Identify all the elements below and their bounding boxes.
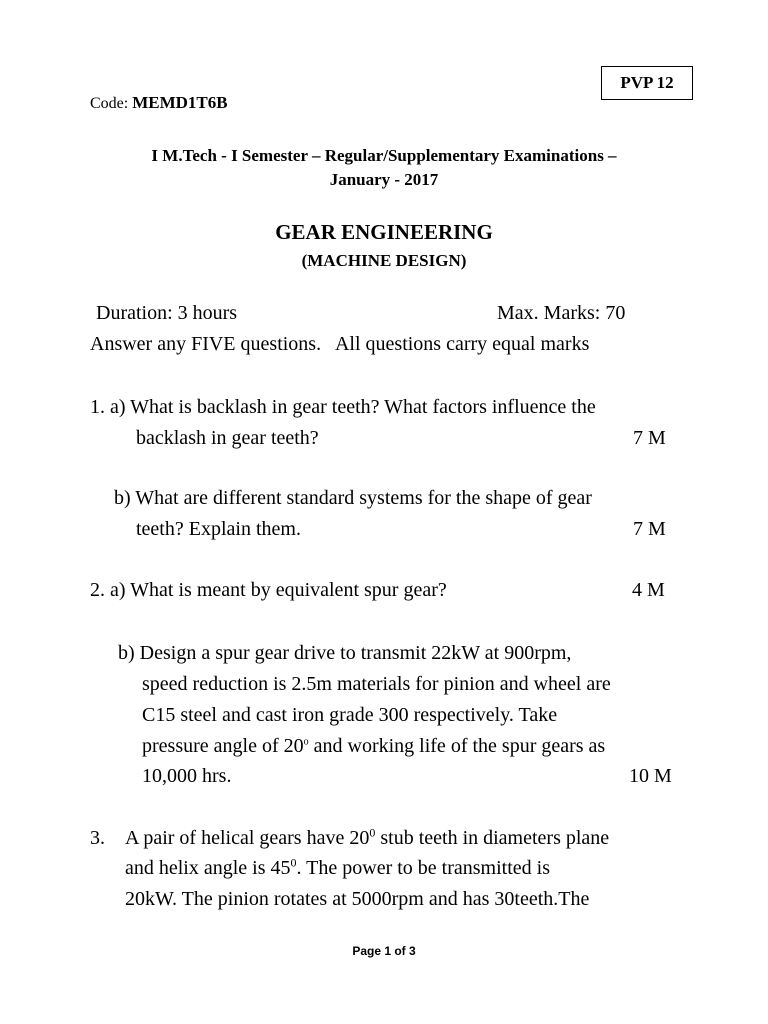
- instructions: Answer any FIVE questions. All questions carry equal marks: [90, 333, 590, 355]
- q3-line2-pre: and helix angle is 45: [125, 857, 291, 879]
- max-marks: Max. Marks: 70: [497, 302, 626, 324]
- q2b-line3: C15 steel and cast iron grade 300 respectively. Take: [142, 704, 558, 726]
- q1a-marks: 7 M: [633, 427, 666, 449]
- q3-line3: 20kW. The pinion rotates at 5000rpm and has 30teeth.The: [125, 888, 590, 910]
- subject-subtitle: (MACHINE DESIGN): [301, 251, 467, 270]
- degree-superscript: o: [303, 736, 309, 748]
- q1a-line1: 1. a) What is backlash in gear teeth? What factors influence the: [90, 396, 596, 418]
- page-number: Page 1 of 3: [352, 944, 416, 958]
- q1b-marks: 7 M: [633, 518, 666, 540]
- paper-code-box: PVP 12: [601, 66, 693, 100]
- q1b-line1: b) What are different standard systems for the shape of gear: [114, 487, 592, 509]
- q2b-line4-pre: pressure angle of 20: [142, 735, 304, 757]
- code-label: Code:: [90, 95, 133, 112]
- q1b-line2: teeth? Explain them.: [136, 518, 301, 540]
- duration: Duration: 3 hours: [96, 302, 238, 324]
- exam-title-line2: January - 2017: [329, 170, 439, 189]
- code-value: MEMD1T6B: [132, 93, 228, 112]
- q3-line1: [125, 827, 609, 850]
- q3-line1-pre: A pair of helical gears have 20: [125, 827, 370, 849]
- q3-number: 3.: [90, 827, 105, 849]
- exam-title-line1: I M.Tech - I Semester – Regular/Supplementary Examinations –: [151, 146, 617, 165]
- q2a-line1: 2. a) What is meant by equivalent spur gear?: [90, 579, 447, 601]
- q2b-line4: [142, 735, 605, 758]
- q2b-line5: 10,000 hrs.: [142, 765, 232, 787]
- q3-line2-superscript: 0: [290, 855, 297, 870]
- q2a-marks: 4 M: [632, 579, 665, 601]
- q2b-line4-post: and working life of the spur gears as: [308, 735, 606, 757]
- q3-line2: [125, 857, 550, 880]
- q3-line1-post: stub teeth in diameters plane: [375, 827, 610, 849]
- q1a-line2: backlash in gear teeth?: [136, 427, 319, 449]
- q3-line2-post: . The power to be transmitted is: [296, 857, 550, 879]
- q2b-line1: b) Design a spur gear drive to transmit 22kW at 900rpm,: [118, 642, 572, 664]
- q3-line1-superscript: 0: [369, 825, 376, 840]
- course-code: [90, 93, 228, 113]
- q2b-marks: 10 M: [629, 765, 672, 787]
- q2b-line2: speed reduction is 2.5m materials for pinion and wheel are: [142, 673, 611, 695]
- subject-title: GEAR ENGINEERING: [275, 220, 493, 244]
